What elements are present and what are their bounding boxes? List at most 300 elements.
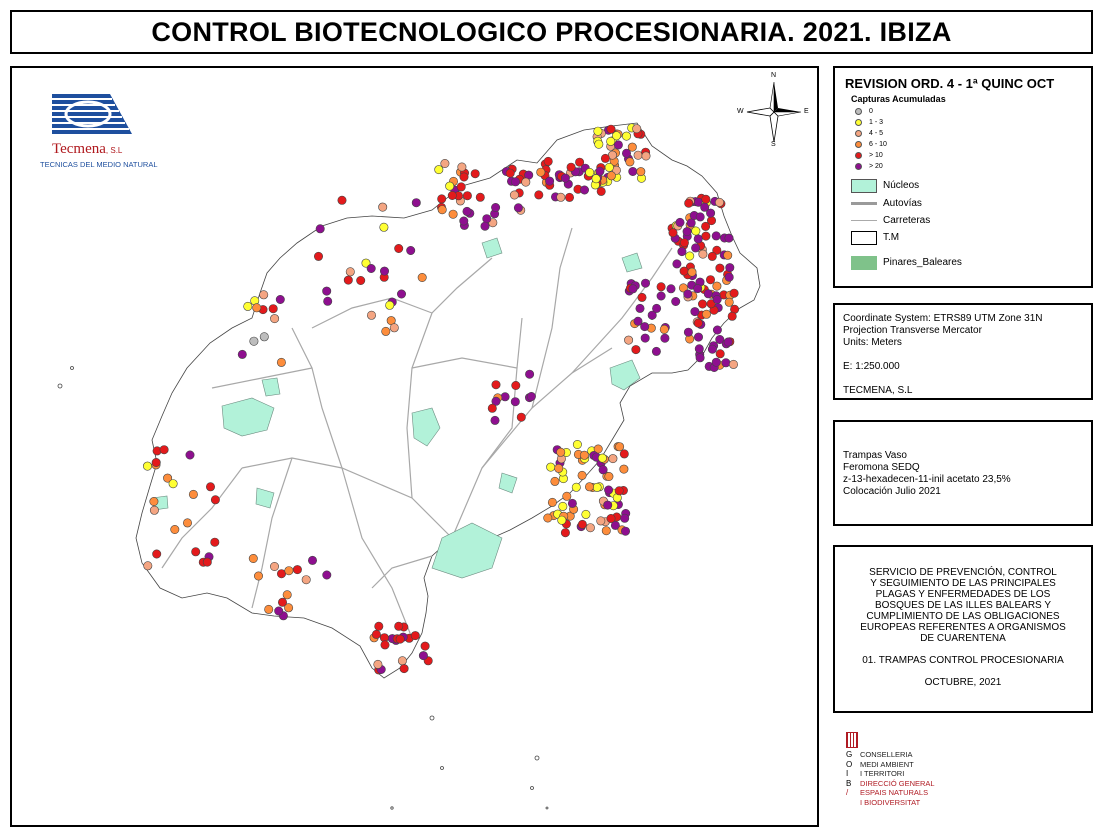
trap-point — [203, 558, 211, 566]
trap-point — [614, 141, 622, 149]
trap-point — [669, 229, 677, 237]
trap-point — [622, 132, 630, 140]
trap-point — [438, 195, 446, 203]
service-program: 01. TRAMPAS CONTROL PROCESIONARIA — [862, 655, 1064, 666]
trap-point — [615, 487, 623, 495]
trap-point — [386, 301, 394, 309]
service-panel — [833, 545, 1093, 713]
trap-point — [457, 183, 465, 191]
trap-point — [641, 322, 649, 330]
trap-point — [463, 207, 471, 215]
legend-class-label: 4 - 5 — [869, 130, 884, 137]
trap-point — [561, 529, 569, 537]
compass-rose — [737, 72, 809, 148]
trap-point — [694, 319, 702, 327]
coordinate-panel — [833, 303, 1093, 400]
goib-line-5: ESPAIS NATURALS — [860, 788, 929, 797]
trap-point — [253, 304, 261, 312]
trap-point — [578, 520, 586, 528]
goib-line-4: DIRECCIÓ GENERAL — [860, 778, 935, 788]
pinares-swatch — [851, 256, 877, 270]
trap-point — [412, 199, 420, 207]
trap-point — [629, 167, 637, 175]
trap-point — [701, 222, 709, 230]
trap-point — [686, 252, 694, 260]
coord-scale: E: 1:250.000 — [843, 361, 900, 372]
trap-point — [704, 290, 712, 298]
trap-point — [725, 298, 733, 306]
trap-point — [558, 516, 566, 524]
trap-point — [559, 502, 567, 510]
trap-point — [698, 300, 706, 308]
trap-point — [277, 358, 285, 366]
trap-point — [596, 167, 604, 175]
island-outline — [136, 123, 760, 678]
legend-class-3 — [855, 139, 1081, 150]
goib-letter-i: I — [846, 769, 849, 778]
trap-point — [160, 446, 168, 454]
trap-point — [652, 304, 660, 312]
trap-point — [275, 607, 283, 615]
trap-point — [260, 333, 268, 341]
goib-line-1: CONSELLERIA — [860, 750, 913, 759]
legend-class-0 — [855, 106, 1081, 117]
service-line-3: PLAGAS Y ENFERMEDADES DE LOS — [875, 589, 1051, 600]
trap-point — [607, 172, 615, 180]
legend-pinares — [851, 255, 1081, 270]
trap-point — [511, 178, 519, 186]
coord-projection: Projection Transverse Mercator — [843, 325, 982, 336]
trap-point — [491, 203, 499, 211]
trap-point — [637, 167, 645, 175]
trap-point — [270, 562, 278, 570]
trap-point — [265, 605, 273, 613]
legend-subtitle: Capturas Acumuladas — [851, 94, 946, 104]
trap-point — [572, 483, 580, 491]
trap-point — [694, 333, 702, 341]
goib-shield-icon — [846, 732, 858, 748]
trap-point — [722, 359, 730, 367]
trap-point — [695, 345, 703, 353]
trap-point — [684, 328, 692, 336]
nucleos-label: Núcleos — [883, 180, 920, 191]
trap-point — [598, 454, 606, 462]
trap-point — [367, 264, 375, 272]
legend-autovias — [851, 196, 1081, 210]
trap-point — [708, 345, 716, 353]
trap-point — [573, 440, 581, 448]
legend-class-label: > 20 — [869, 163, 883, 170]
trap-point — [684, 290, 692, 298]
trap-point — [372, 630, 380, 638]
trap-point — [729, 360, 737, 368]
trap-point — [238, 350, 246, 358]
trap-point — [725, 234, 733, 242]
trap-point — [285, 567, 293, 575]
coord-units: Units: Meters — [843, 337, 902, 348]
trap-point — [344, 276, 352, 284]
trap-point — [716, 350, 724, 358]
trap-point — [667, 285, 675, 293]
trap-point — [419, 651, 427, 659]
trap-point — [607, 137, 615, 145]
trap-point — [150, 497, 158, 505]
trap-point — [621, 514, 629, 522]
service-line-5: CUMPLIMIENTO DE LAS OBLIGACIONES — [866, 611, 1060, 622]
trap-point — [511, 398, 519, 406]
trap-point — [702, 310, 710, 318]
trap-point — [379, 203, 387, 211]
trap-point — [696, 354, 704, 362]
pinares-label: Pinares_Baleares — [883, 257, 962, 268]
trap-point — [691, 244, 699, 252]
trap-point — [555, 464, 563, 472]
trap-point — [171, 525, 179, 533]
trap-point — [632, 345, 640, 353]
trap-point — [582, 510, 590, 518]
trap-point — [446, 182, 454, 190]
trap-point — [676, 218, 684, 226]
trap-point — [620, 465, 628, 473]
trap-point — [460, 173, 468, 181]
legend-class-label: > 10 — [869, 152, 883, 159]
trap-point — [250, 337, 258, 345]
trap-point — [211, 496, 219, 504]
trap-point — [381, 641, 389, 649]
trap-point — [585, 483, 593, 491]
trap-point — [270, 314, 278, 322]
trap-point — [491, 416, 499, 424]
goib-slash: / — [846, 788, 849, 797]
trap-point — [525, 370, 533, 378]
tecmena-logo — [40, 94, 160, 174]
trap-point — [211, 538, 219, 546]
trap-point — [380, 223, 388, 231]
coord-system: Coordinate System: ETRS89 UTM Zone 31N — [843, 313, 1043, 324]
trap-point — [702, 232, 710, 240]
trap-point — [357, 276, 365, 284]
coord-company: TECMENA, S.L — [843, 385, 913, 396]
legend-class-dot — [855, 141, 862, 148]
trap-point — [367, 311, 375, 319]
goib-letter-b: B — [846, 778, 852, 788]
legend-class-1 — [855, 117, 1081, 128]
trap-point — [398, 657, 406, 665]
trap-point — [206, 483, 214, 491]
trap-point — [510, 191, 518, 199]
trap-point — [380, 267, 388, 275]
trap-point — [551, 477, 559, 485]
islet — [441, 767, 444, 770]
trap-point — [169, 480, 177, 488]
trap-point — [396, 635, 404, 643]
legend-panel — [833, 66, 1093, 288]
trap-point — [544, 514, 552, 522]
trap-point — [713, 282, 721, 290]
legend-classes — [845, 106, 1081, 172]
trap-point — [390, 324, 398, 332]
trap-point — [567, 163, 575, 171]
trap-point — [547, 463, 555, 471]
trap-point — [712, 232, 720, 240]
trap-point — [535, 191, 543, 199]
legend-class-2 — [855, 128, 1081, 139]
goib-letter-g: G — [846, 750, 853, 759]
trap-point — [592, 175, 600, 183]
trap-point — [586, 168, 594, 176]
trap-point — [308, 556, 316, 564]
service-line-7: DE CUARENTENA — [920, 633, 1006, 644]
legend-class-label: 1 - 3 — [869, 119, 884, 126]
trap-point — [638, 293, 646, 301]
goib-words — [860, 750, 935, 807]
trap-point — [657, 292, 665, 300]
map-title: CONTROL BIOTECNOLOGICO PROCESIONARIA. 2021. IBIZA — [151, 16, 952, 47]
trap-point — [545, 177, 553, 185]
trap-point — [604, 486, 612, 494]
trap-point — [395, 622, 403, 630]
trap-point — [186, 451, 194, 459]
legend-title: REVISION ORD. 4 - 1ª QUINC OCT — [845, 76, 1055, 91]
legend-carreteras — [851, 213, 1081, 227]
trap-point — [476, 193, 484, 201]
trap-point — [471, 170, 479, 178]
trap-point — [692, 227, 700, 235]
legend-nucleos — [851, 178, 1081, 193]
trap-point — [565, 193, 573, 201]
trap-point — [672, 297, 680, 305]
trap-point — [481, 222, 489, 230]
trap-point — [605, 472, 613, 480]
trap-point — [418, 273, 426, 281]
tm-swatch — [851, 231, 877, 245]
trap-point — [680, 239, 688, 247]
trap-point — [641, 334, 649, 342]
trap-point — [375, 622, 383, 630]
trap-point — [724, 251, 732, 259]
trap-pheromone: Feromona SEDQ — [843, 462, 920, 473]
trap-point — [594, 127, 602, 135]
trap-point — [624, 336, 632, 344]
trap-type: Trampas Vaso — [843, 450, 907, 461]
trap-point — [506, 169, 514, 177]
legend-class-dot — [855, 152, 862, 159]
trap-point — [435, 165, 443, 173]
trap-point — [527, 392, 535, 400]
trap-point — [691, 307, 699, 315]
trap-point — [249, 554, 257, 562]
trap-point — [192, 548, 200, 556]
trap-point — [641, 279, 649, 287]
trap-point — [597, 187, 605, 195]
trap-point — [706, 209, 714, 217]
trap-point — [730, 289, 738, 297]
trap-point — [537, 168, 545, 176]
trap-point — [483, 215, 491, 223]
trap-point — [661, 334, 669, 342]
legend-class-dot — [855, 130, 862, 137]
trap-point — [561, 174, 569, 182]
trap-point — [284, 604, 292, 612]
trap-point — [593, 483, 601, 491]
trap-point — [673, 260, 681, 268]
trap-point — [143, 462, 151, 470]
trap-info-panel — [833, 420, 1093, 526]
trap-point — [708, 252, 716, 260]
trap-point — [620, 450, 628, 458]
trap-point — [458, 163, 466, 171]
trap-point — [599, 466, 607, 474]
trap-point — [488, 404, 496, 412]
trap-point — [407, 246, 415, 254]
trap-point — [660, 325, 668, 333]
trap-point — [316, 225, 324, 233]
goib-letters — [846, 750, 852, 798]
trap-point — [716, 264, 724, 272]
legend-class-label: 6 - 10 — [869, 141, 887, 148]
trap-point — [244, 302, 252, 310]
islet — [71, 367, 74, 370]
trap-point — [382, 327, 390, 335]
service-line-6: EUROPEAS REFERENTES A ORGANISMOS — [860, 622, 1066, 633]
nucleos-swatch — [851, 179, 877, 193]
trap-point — [597, 517, 605, 525]
trap-point — [397, 290, 405, 298]
legend-class-dot — [855, 108, 862, 115]
trap-point — [696, 213, 704, 221]
trap-point — [586, 524, 594, 532]
trap-point — [699, 250, 707, 258]
trap-point — [657, 283, 665, 291]
tm-label: T.M — [883, 232, 900, 243]
trap-point — [609, 454, 617, 462]
islet — [58, 384, 62, 388]
goib-line-6: I BIODIVERSITAT — [860, 797, 921, 807]
trap-point — [152, 458, 160, 466]
trap-point — [501, 393, 509, 401]
trap-point — [713, 326, 721, 334]
trap-point — [189, 490, 197, 498]
trap-point — [621, 527, 629, 535]
trap-point — [293, 565, 301, 573]
goib-line-2: MEDI AMBIENT — [860, 759, 914, 769]
trap-point — [580, 451, 588, 459]
logo-tagline: TECNICAS DEL MEDIO NATURAL — [40, 160, 158, 169]
trap-point — [346, 268, 354, 276]
compass-icon — [739, 76, 809, 148]
trap-point — [544, 157, 552, 165]
trap-point — [626, 158, 634, 166]
trap-point — [283, 591, 291, 599]
trap-point — [680, 267, 688, 275]
trap-point — [400, 664, 408, 672]
trap-point — [580, 186, 588, 194]
trap-point — [634, 151, 642, 159]
trap-point — [726, 263, 734, 271]
legend-tm — [851, 230, 1081, 245]
trap-point — [636, 304, 644, 312]
service-line-1: SERVICIO DE PREVENCIÓN, CONTROL — [869, 567, 1057, 578]
trap-point — [694, 235, 702, 243]
trap-point — [725, 273, 733, 281]
trap-point — [254, 572, 262, 580]
trap-point — [395, 244, 403, 252]
service-line-4: BOSQUES DE LAS ILLES BALEARS Y — [874, 600, 1051, 611]
trap-compound: z-13-hexadecen-11-inil acetato 23,5% — [843, 474, 1011, 485]
map-frame — [10, 66, 819, 827]
trap-point — [269, 305, 277, 313]
trap-point — [563, 492, 571, 500]
title-box — [10, 10, 1093, 54]
trap-point — [411, 631, 419, 639]
trap-point — [568, 499, 576, 507]
trap-point — [514, 204, 522, 212]
legend-class-dot — [855, 119, 862, 126]
trap-point — [492, 381, 500, 389]
goib-line-3: I TERRITORI — [860, 769, 905, 778]
trap-point — [548, 498, 556, 506]
islet — [546, 807, 548, 809]
trap-point — [683, 227, 691, 235]
autovias-label: Autovías — [883, 197, 922, 209]
trap-point — [302, 576, 310, 584]
trap-point — [713, 295, 721, 303]
trap-point — [374, 660, 382, 668]
trap-point — [642, 152, 650, 160]
trap-point — [605, 163, 613, 171]
service-date: OCTUBRE, 2021 — [924, 677, 1002, 688]
trap-point — [324, 297, 332, 305]
trap-point — [557, 448, 565, 456]
compass-e: E — [804, 108, 809, 115]
islet — [531, 787, 534, 790]
trap-point — [628, 143, 636, 151]
carreteras-swatch — [851, 220, 877, 221]
goib-letter-o: O — [846, 759, 853, 769]
trap-point — [607, 514, 615, 522]
trap-point — [183, 519, 191, 527]
trap-point — [448, 191, 456, 199]
service-line-2: Y SEGUIMIENTO DE LAS PRINCIPALES — [870, 578, 1056, 589]
trap-point — [323, 571, 331, 579]
trap-point — [694, 284, 702, 292]
trap-point — [153, 550, 161, 558]
trap-point — [702, 195, 710, 203]
islet — [430, 716, 434, 720]
trap-point — [260, 291, 268, 299]
legend-class-4 — [855, 150, 1081, 161]
trap-point — [688, 268, 696, 276]
trap-point — [144, 562, 152, 570]
legend-class-5 — [855, 161, 1081, 172]
ibiza-map — [12, 68, 817, 825]
trap-point — [629, 285, 637, 293]
trap-point — [449, 210, 457, 218]
islet — [535, 756, 539, 760]
trap-point — [685, 199, 693, 207]
trap-point — [715, 198, 723, 206]
trap-point — [712, 358, 720, 366]
trap-point — [421, 642, 429, 650]
trap-point — [557, 193, 565, 201]
legend-class-label: 0 — [869, 108, 873, 115]
trap-point — [460, 217, 468, 225]
autovias-swatch — [851, 202, 877, 205]
trap-point — [724, 338, 732, 346]
logo-suffix: , S.L — [105, 146, 123, 155]
logo-name: Tecmena — [52, 141, 106, 157]
legend-class-dot — [855, 163, 862, 170]
